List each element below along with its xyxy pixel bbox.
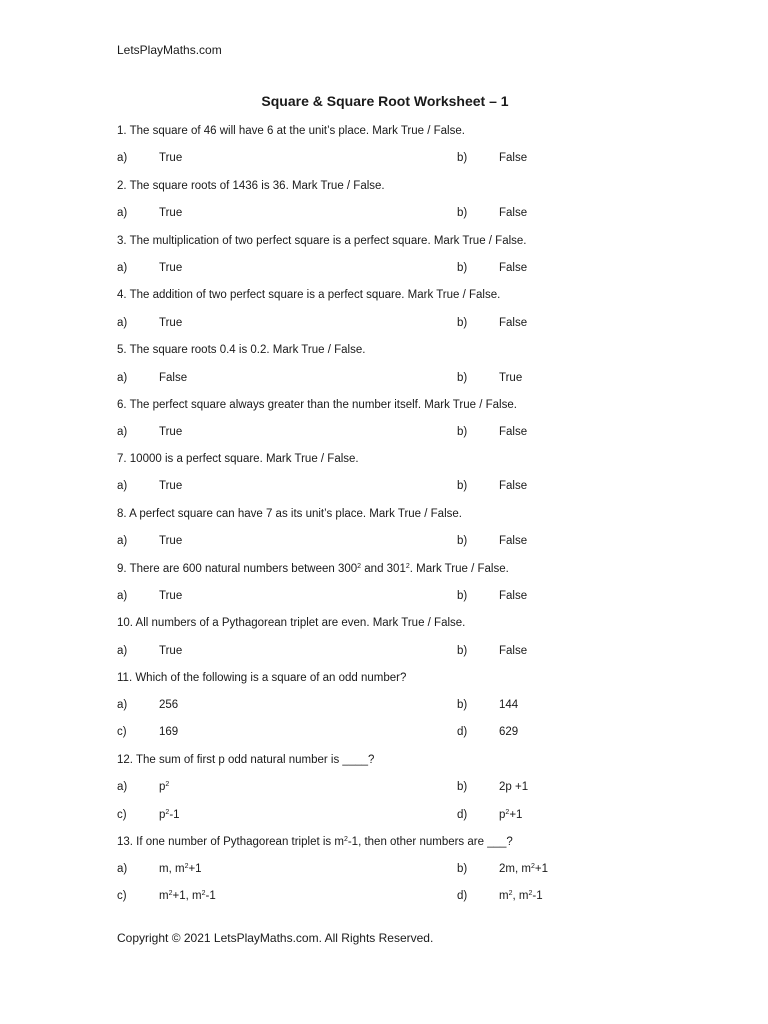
option-label-b: b) <box>457 590 468 602</box>
option-label-b: b) <box>457 317 468 329</box>
option-label-a: a) <box>117 781 128 793</box>
option-b: False <box>499 262 528 274</box>
option-b: False <box>499 207 528 219</box>
option-label-d: d) <box>457 809 468 821</box>
option-a: 256 <box>159 699 179 711</box>
option-label-c: c) <box>117 890 127 902</box>
option-c: $m^2+1$, $m^2-1$ <box>159 890 216 902</box>
option-b: False <box>499 152 528 164</box>
question-3: 3. The multiplication of two perfect square is a perfect square. Mark True / False. <box>117 235 527 247</box>
copyright-footer: Copyright © 2021 LetsPlayMaths.com. All Rights Reserved. <box>117 931 434 945</box>
option-label-d: d) <box>457 890 468 902</box>
option-b: 2p +1 <box>499 781 529 793</box>
option-a: $p^2$ <box>159 781 170 793</box>
option-a: True <box>159 480 183 492</box>
option-label-a: a) <box>117 262 128 274</box>
option-a: True <box>159 207 183 219</box>
option-a: True <box>159 262 183 274</box>
option-a: True <box>159 535 183 547</box>
option-b: False <box>499 317 528 329</box>
option-label-b: b) <box>457 699 468 711</box>
option-label-b: b) <box>457 781 468 793</box>
option-c: 169 <box>159 726 179 738</box>
question-11: 11. Which of the following is a square of an odd number? <box>117 672 407 684</box>
option-label-a: a) <box>117 863 128 875</box>
option-c: $p^2-1$ <box>159 809 180 821</box>
option-a: True <box>159 152 183 164</box>
worksheet-title: Square & Square Root Worksheet – 1 <box>261 93 509 109</box>
site-name: LetsPlayMaths.com <box>117 43 222 57</box>
option-label-a: a) <box>117 535 128 547</box>
option-a: True <box>159 590 183 602</box>
option-label-b: b) <box>457 480 468 492</box>
option-label-a: a) <box>117 426 128 438</box>
option-label-c: c) <box>117 809 127 821</box>
question-6: 6. The perfect square always greater than the number itself. Mark True / False. <box>117 399 517 411</box>
question-4: 4. The addition of two perfect square is a perfect square. Mark True / False. <box>117 289 501 301</box>
question-7: 7. 10000 is a perfect square. Mark True / False. <box>117 453 359 465</box>
question-10: 10. All numbers of a Pythagorean triplet are even. Mark True / False. <box>117 617 466 629</box>
question-1: 1. The square of 46 will have 6 at the unit’s place. Mark True / False. <box>117 125 465 137</box>
option-label-b: b) <box>457 207 468 219</box>
question-9: 9. There are 600 natural numbers between $300^2$ and $301^2$. Mark True / False. <box>117 563 509 575</box>
option-label-a: a) <box>117 207 128 219</box>
option-label-a: a) <box>117 645 128 657</box>
question-12: 12. The sum of first p odd natural number is ____? <box>117 754 375 766</box>
option-label-b: b) <box>457 152 468 164</box>
option-a: True <box>159 645 183 657</box>
option-b: True <box>499 372 523 384</box>
option-label-b: b) <box>457 645 468 657</box>
option-b: 144 <box>499 699 519 711</box>
option-b: False <box>499 480 528 492</box>
option-b: False <box>499 590 528 602</box>
option-b: False <box>499 535 528 547</box>
question-2: 2. The square roots of 1436 is 36. Mark True / False. <box>117 180 385 192</box>
option-label-b: b) <box>457 426 468 438</box>
option-a: True <box>159 426 183 438</box>
option-b: 2m, $m^2+1$ <box>499 863 548 875</box>
option-label-a: a) <box>117 590 128 602</box>
option-label-a: a) <box>117 152 128 164</box>
option-label-b: b) <box>457 262 468 274</box>
option-label-a: a) <box>117 480 128 492</box>
question-13: 13. If one number of Pythagorean triplet is $m^2-1$, then other numbers are ___? <box>117 836 513 848</box>
option-a: False <box>159 372 188 384</box>
option-label-b: b) <box>457 535 468 547</box>
option-d: $m^2$, $m^2-1$ <box>499 890 543 902</box>
option-label-a: a) <box>117 372 128 384</box>
option-b: False <box>499 645 528 657</box>
option-label-a: a) <box>117 317 128 329</box>
option-label-c: c) <box>117 726 127 738</box>
option-a: m, $m^2+1$ <box>159 863 202 875</box>
option-d: $p^2+1$ <box>499 809 523 821</box>
option-label-d: d) <box>457 726 468 738</box>
question-8: 8. A perfect square can have 7 as its unit’s place. Mark True / False. <box>117 508 462 520</box>
option-label-a: a) <box>117 699 128 711</box>
option-b: False <box>499 426 528 438</box>
option-d: 629 <box>499 726 519 738</box>
option-label-b: b) <box>457 863 468 875</box>
option-label-b: b) <box>457 372 468 384</box>
question-5: 5. The square roots 0.4 is 0.2. Mark True / False. <box>117 344 366 356</box>
option-a: True <box>159 317 183 329</box>
